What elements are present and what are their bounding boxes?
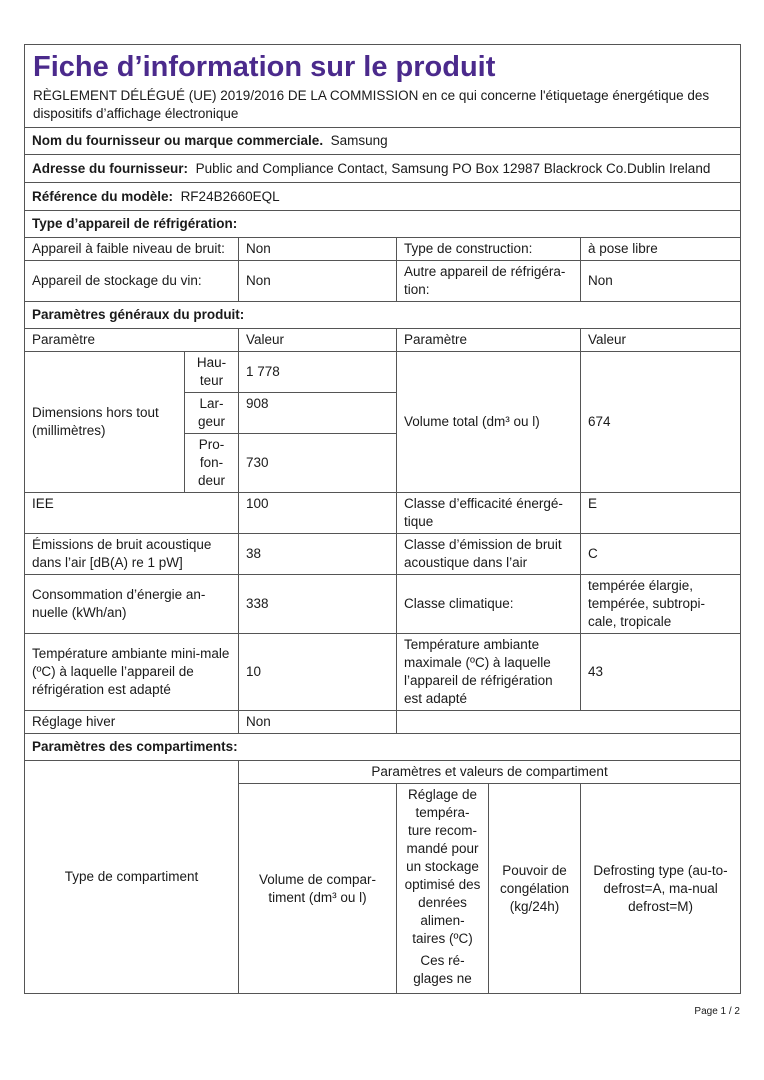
wine-value: Non <box>239 261 397 302</box>
climate-class-label: Classe climatique: <box>397 575 581 634</box>
other-appliance-value: Non <box>581 261 741 302</box>
empty-cell <box>397 711 741 734</box>
low-noise-value: Non <box>239 238 397 261</box>
iee-value: 100 <box>239 493 397 534</box>
noise-emission-value: 38 <box>239 534 397 575</box>
max-temp-label: Température ambiante maximale (ºC) à laquelle l’appareil de réfrigération est adapté <box>397 634 581 711</box>
energy-consumption-label: Consommation d’énergie an-nuelle (kWh/an) <box>25 575 239 634</box>
noise-class-value: C <box>581 534 741 575</box>
min-temp-label: Température ambiante mini-male (ºC) à laquelle l’appareil de réfrigération est adapté <box>25 634 239 711</box>
total-volume-label: Volume total (dm³ ou l) <box>397 352 581 493</box>
product-sheet <box>24 44 740 994</box>
depth-value: 730 <box>239 434 397 493</box>
total-volume-value: 674 <box>581 352 741 493</box>
winter-setting-value: Non <box>239 711 397 734</box>
supplier-name-label: Nom du fournisseur ou marque commerciale. <box>32 133 324 148</box>
supplier-name-value: Samsung <box>330 133 388 148</box>
height-label: Hau-teur <box>185 352 239 393</box>
model-ref-value: RF24B2660EQL <box>180 188 280 204</box>
col-param2-header: Paramètre <box>397 329 581 352</box>
col-value-header: Valeur <box>239 329 397 352</box>
page-number: Page 1 / 2 <box>694 1006 740 1017</box>
max-temp-value: 43 <box>581 634 741 711</box>
recommended-temp-note: Ces ré-glages ne <box>413 953 472 986</box>
product-info-table <box>24 44 741 994</box>
efficiency-class-value: E <box>581 493 741 534</box>
construction-value: à pose libre <box>581 238 741 261</box>
compartment-group-header: Paramètres et valeurs de compartiment <box>239 761 741 784</box>
supplier-address-label: Adresse du fournisseur: <box>32 160 189 176</box>
iee-label: IEE <box>25 493 239 534</box>
page-title: Fiche d’information sur le produit <box>33 51 496 83</box>
compartment-type-header: Type de compartiment <box>25 761 239 994</box>
general-heading: Paramètres généraux du produit: <box>25 302 741 329</box>
winter-setting-label: Réglage hiver <box>25 711 239 734</box>
climate-class-value: tempérée élargie, tempérée, subtropi-cale, tropicale <box>581 575 741 634</box>
supplier-address-row <box>25 155 741 183</box>
appliance-type-heading: Type d’appareil de réfrigération: <box>25 211 741 238</box>
energy-consumption-value: 338 <box>239 575 397 634</box>
compartment-volume-header: Volume de compar-timent (dm³ ou l) <box>239 784 397 994</box>
model-ref-row <box>25 183 741 211</box>
wine-label: Appareil de stockage du vin: <box>25 261 239 302</box>
compartments-heading: Paramètres des compartiments: <box>25 734 741 761</box>
defrost-type-header: Defrosting type (au-to-defrost=A, ma-nual defrost=M) <box>581 784 741 994</box>
min-temp-value: 10 <box>239 634 397 711</box>
col-value2-header: Valeur <box>581 329 741 352</box>
noise-class-label: Classe d’émission de bruit acoustique dans l’air <box>397 534 581 575</box>
model-ref-label: Référence du modèle: <box>32 188 174 204</box>
supplier-name-row <box>25 128 741 155</box>
regulation-text: RÈGLEMENT DÉLÉGUÉ (UE) 2019/2016 DE LA COMMISSION en ce qui concerne l'étiquetage énergétique des dispositifs d’affichage électronique <box>33 88 710 121</box>
noise-emission-label: Émissions de bruit acoustique dans l’air [dB(A) re 1 pW] <box>25 534 239 575</box>
recommended-temp-text: Réglage de tempéra-ture recom-mandé pour un stockage optimisé des denrées alimen-taires (ºC) <box>404 787 481 946</box>
width-value: 908 <box>239 393 397 434</box>
height-value: 1 778 <box>239 352 397 393</box>
title-cell <box>25 45 741 128</box>
col-param-header: Paramètre <box>25 329 239 352</box>
other-appliance-label: Autre appareil de réfrigéra-tion: <box>397 261 581 302</box>
low-noise-label: Appareil à faible niveau de bruit: <box>25 238 239 261</box>
construction-label: Type de construction: <box>397 238 581 261</box>
freezing-capacity-header: Pouvoir de congélation (kg/24h) <box>489 784 581 994</box>
depth-label: Pro-fon-deur <box>185 434 239 493</box>
width-label: Lar-geur <box>185 393 239 434</box>
efficiency-class-label: Classe d’efficacité énergé-tique <box>397 493 581 534</box>
supplier-address-value: Public and Compliance Contact, Samsung PO Box 12987 Blackrock Co.Dublin Ireland <box>195 160 711 176</box>
dimensions-label: Dimensions hors tout (millimètres) <box>25 352 185 493</box>
recommended-temp-header <box>397 784 489 994</box>
